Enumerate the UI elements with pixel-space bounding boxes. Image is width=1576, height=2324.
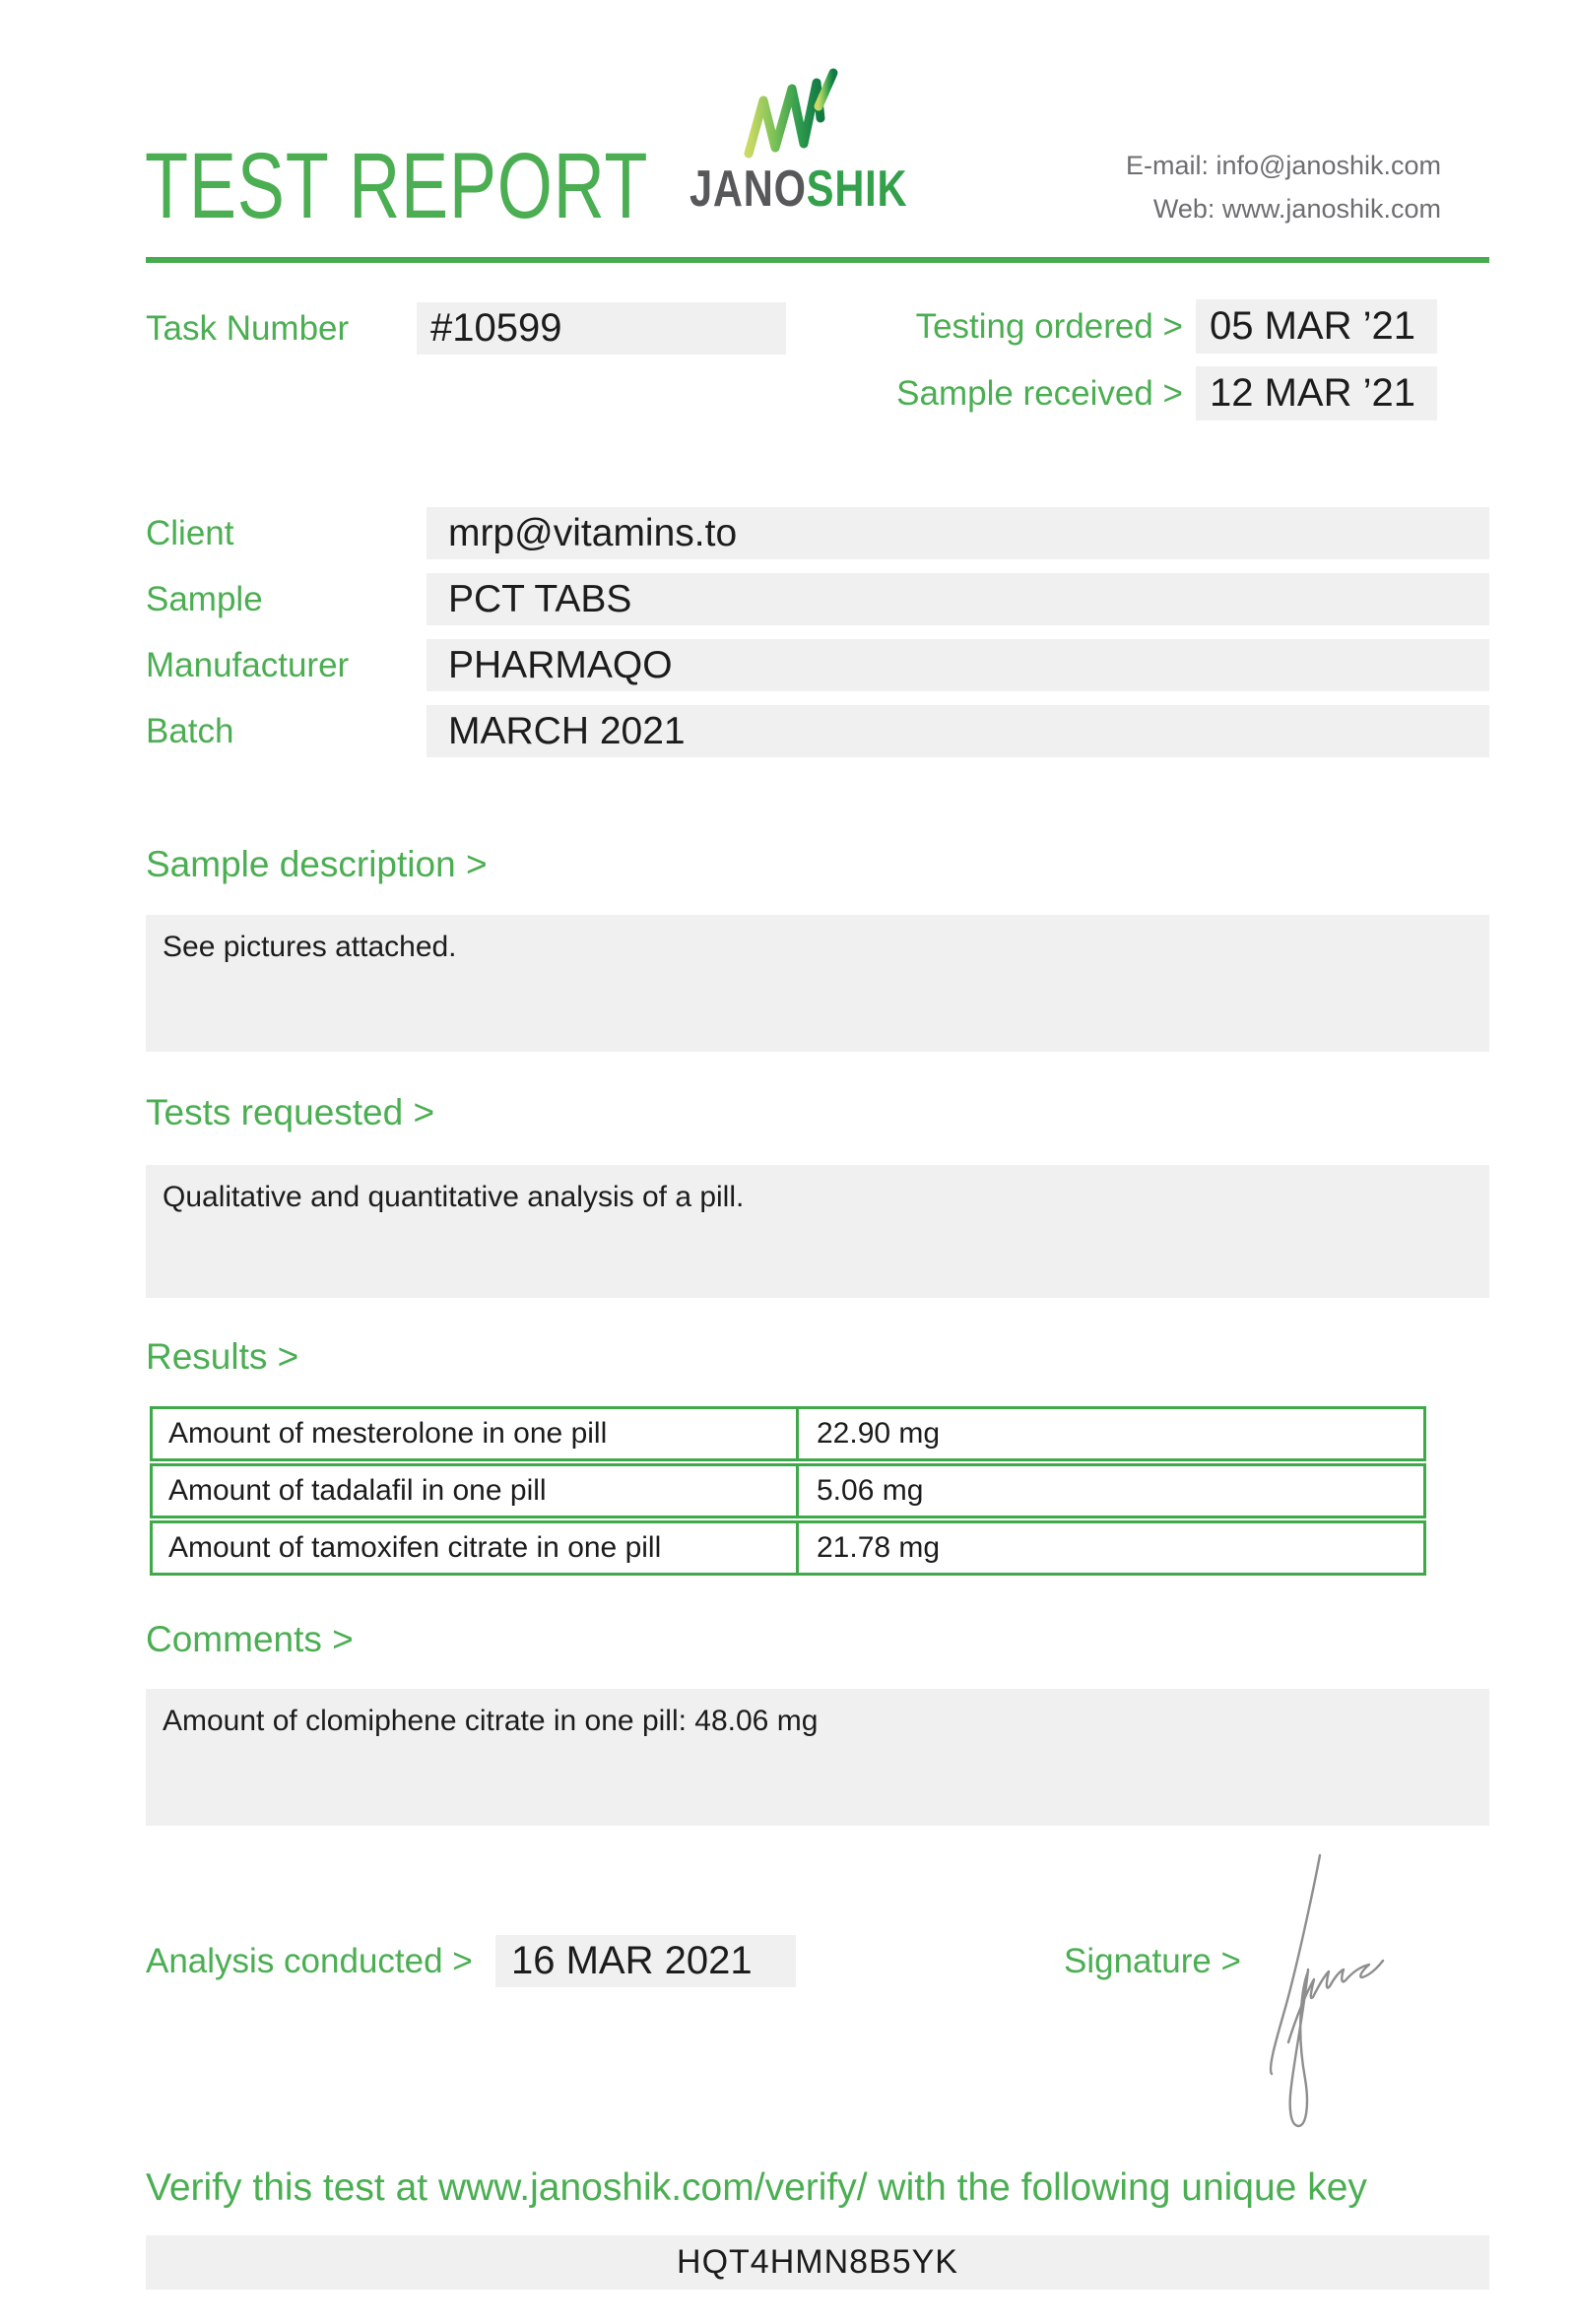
sample-received-box [1196, 366, 1437, 420]
logo-shik-text: SHIK [806, 161, 908, 218]
result-amount: 21.78 mg [817, 1531, 941, 1564]
sample-received-label: Sample received > [896, 373, 1183, 413]
analysis-conducted-label: Analysis conducted > [146, 1941, 473, 1980]
result-amount: 5.06 mg [817, 1474, 924, 1507]
task-number-box [417, 302, 786, 355]
contact-email: E-mail: info@janoshik.com [1125, 151, 1441, 180]
signature-image [1263, 1849, 1389, 2145]
result-row-tamoxifen [150, 1520, 1426, 1576]
manufacturer-value: PHARMAQO [448, 643, 673, 686]
result-amount: 22.90 mg [817, 1417, 941, 1450]
comments-heading: Comments > [146, 1619, 354, 1659]
sample-description-heading: Sample description > [146, 844, 488, 884]
sample-box [427, 573, 1489, 625]
analysis-conducted-box [495, 1935, 796, 1987]
task-number-value: #10599 [430, 306, 562, 350]
batch-label: Batch [146, 711, 234, 750]
sample-description-box [146, 915, 1489, 1052]
unique-key-box [146, 2235, 1489, 2290]
comments-text: Amount of clomiphene citrate in one pill: 48.06 mg [163, 1705, 819, 1737]
comments-box [146, 1689, 1489, 1826]
sample-label: Sample [146, 579, 263, 618]
unique-key-value: HQT4HMN8B5YK [677, 2243, 958, 2281]
contact-web: Web: www.janoshik.com [1152, 194, 1441, 224]
tests-requested-box [146, 1165, 1489, 1298]
logo-wordmark [690, 161, 908, 218]
signature-label: Signature > [1064, 1941, 1241, 1980]
manufacturer-box [427, 639, 1489, 691]
tests-requested-heading: Tests requested > [146, 1092, 435, 1132]
tests-requested-text: Qualitative and quantitative analysis of a pill. [163, 1181, 745, 1213]
sample-description-text: See pictures attached. [163, 931, 457, 963]
sample-received-value: 12 MAR ’21 [1210, 371, 1415, 415]
testing-ordered-box [1196, 299, 1437, 354]
task-number-label: Task Number [146, 308, 350, 348]
manufacturer-label: Manufacturer [146, 645, 350, 684]
results-heading: Results > [146, 1336, 299, 1377]
result-analyte: Amount of mesterolone in one pill [153, 1409, 799, 1458]
batch-value: MARCH 2021 [448, 709, 686, 752]
logo-jano-text: JANO [690, 161, 807, 218]
sample-value: PCT TABS [448, 577, 632, 620]
client-value: mrp@vitamins.to [448, 511, 738, 554]
result-row-tadalafil [150, 1463, 1426, 1518]
batch-box [427, 705, 1489, 757]
client-box [427, 507, 1489, 559]
testing-ordered-value: 05 MAR ’21 [1210, 304, 1415, 348]
trend-chart-icon [741, 67, 839, 161]
page-title: TEST REPORT [145, 134, 649, 238]
analysis-conducted-value: 16 MAR 2021 [511, 1939, 753, 1982]
testing-ordered-label: Testing ordered > [915, 306, 1183, 346]
client-label: Client [146, 513, 234, 552]
verify-instruction: Verify this test at www.janoshik.com/verify/ with the following unique key [146, 2166, 1367, 2209]
result-analyte: Amount of tadalafil in one pill [153, 1466, 799, 1516]
header-divider [146, 257, 1489, 263]
result-row-mesterolone [150, 1406, 1426, 1461]
result-analyte: Amount of tamoxifen citrate in one pill [153, 1523, 799, 1573]
contact-block [1126, 144, 1441, 230]
